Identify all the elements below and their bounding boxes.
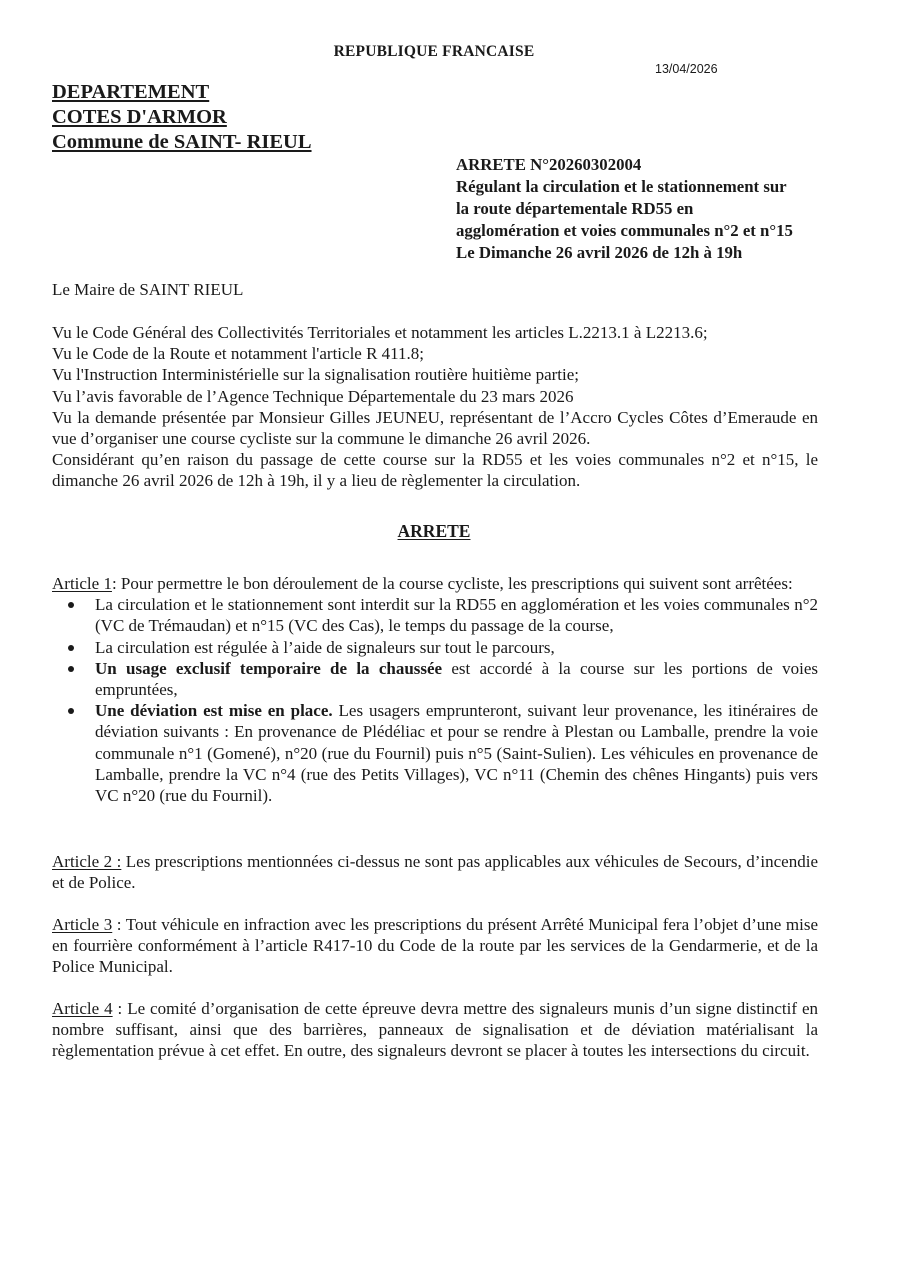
list-item: [95, 700, 818, 806]
department-line: DEPARTEMENT: [52, 81, 210, 103]
commune-line: Commune de SAINT- RIEUL: [52, 131, 312, 153]
bullet-text: La circulation est régulée à l’aide de signaleurs sur tout le parcours,: [95, 637, 555, 657]
considerations: [52, 322, 818, 492]
article-3: [52, 914, 818, 978]
bullet-text: est accordé à la course sur les portions de voies empruntées,: [95, 658, 818, 700]
republic-header: REPUBLIQUE FRANCAISE: [333, 43, 535, 60]
list-item: [95, 637, 818, 658]
consideration: Vu le Code de la Route et notamment l'article R 411.8;: [52, 344, 425, 364]
article-label: Article 3: [52, 915, 113, 934]
decree-number: ARRETE N°20260302004: [456, 155, 642, 174]
bullet-icon: [68, 602, 74, 608]
department-line: COTES D'ARMOR: [52, 106, 227, 128]
consideration: Vu l’avis favorable de l’Agence Technique Départementale du 23 mars 2026: [52, 386, 574, 406]
decree-subject-line: la route départementale RD55 en: [456, 199, 694, 218]
document-date: 13/04/2026: [655, 62, 718, 76]
article-2: [52, 851, 818, 893]
mayor-line: Le Maire de SAINT RIEUL: [52, 280, 244, 299]
article-text: Les prescriptions mentionnées ci-dessus ne sont pas applicables aux véhicules de Secours, d’incendie et de Police.: [52, 852, 818, 893]
article-label: Article 4: [52, 999, 113, 1018]
article-text: : Tout véhicule en infraction avec les prescriptions du présent Arrêté Municipal fera l’objet d’une mise en fourrière conformément à l’article R417-10 du Code de la route par les services de la Gendarmerie, et de la Police Municipal.: [52, 915, 818, 977]
article-3-paragraph: [52, 914, 818, 978]
department-block: [52, 80, 312, 155]
bullet-bold: Une déviation est mise en place.: [95, 701, 333, 721]
arrete-title: ARRETE: [397, 521, 471, 541]
decree-subject-line: Régulant la circulation et le stationnement sur: [456, 177, 787, 196]
decree-heading: [456, 154, 856, 264]
article-4: [52, 998, 818, 1062]
decree-subject-line: agglomération et voies communales n°2 et n°15: [456, 221, 793, 240]
article-4-paragraph: [52, 998, 818, 1062]
article-1-intro: [52, 573, 818, 594]
consideration: Vu le Code Général des Collectivités Territoriales et notamment les articles L.2213.1 à L2213.6;: [52, 323, 708, 342]
article-text: : Le comité d’organisation de cette épreuve devra mettre des signaleurs munis d’un signe distinctif en nombre suffisant, ainsi que des barrières, panneaux de signalisation et de déviation matérialisant la règlementation prévue à cet effet. En outre, des signaleurs devront se placer à toutes les intersections du circuit.: [52, 999, 818, 1061]
bullet-text: Les usagers emprunteront, suivant leur provenance, les itinéraires de déviation suivants : En provenance de Plédéliac et pour se rendre à Plestan ou Lamballe, prendre la voie communale n°1 (Gomené), n°20 (rue du Fournil) puis n°5 (Saint-Sulien). Les véhicules en provenance de Lamballe, prendre la VC n°4 (rue des Petits Villages), VC n°11 (Chemin des chênes Hingants) puis vers VC n°20 (rue du Fournil).: [95, 701, 818, 806]
consideration: Considérant qu’en raison du passage de cette course sur la RD55 et les voies communales n°2 et n°15, le dimanche 26 avril 2026 de 12h à 19h, il y a lieu de règlementer la circulation.: [52, 450, 818, 491]
article-2-paragraph: [52, 851, 818, 893]
decree-subject-line: Le Dimanche 26 avril 2026 de 12h à 19h: [456, 243, 743, 262]
consideration: Vu la demande présentée par Monsieur Gilles JEUNEU, représentant de l’Accro Cycles Côtes d’Emeraude en vue d’organiser une course cycliste sur la commune le dimanche 26 avril 2026.: [52, 407, 818, 449]
article-text: : Pour permettre le bon déroulement de la course cycliste, les prescriptions qui suivent sont arrêtées:: [111, 574, 793, 593]
bullet-bold: Un usage exclusif temporaire de la chaussée: [95, 658, 443, 678]
article-1: [52, 573, 818, 806]
bullet-icon: [68, 708, 74, 714]
article-label: Article 1: [52, 574, 112, 593]
bullet-text: La circulation et le stationnement sont interdit sur la RD55 en agglomération et les voies communales n°2 (VC de Trémaudan) et n°15 (VC des Cas), le temps du passage de la course,: [95, 595, 818, 636]
list-item: [95, 658, 818, 700]
list-item: [95, 594, 818, 636]
consideration: Vu l'Instruction Interministérielle sur la signalisation routière huitième partie;: [52, 365, 580, 385]
article-label: Article 2 :: [52, 852, 122, 871]
bullet-icon: [68, 666, 74, 672]
article-1-list: [52, 594, 818, 806]
bullet-icon: [68, 645, 74, 651]
